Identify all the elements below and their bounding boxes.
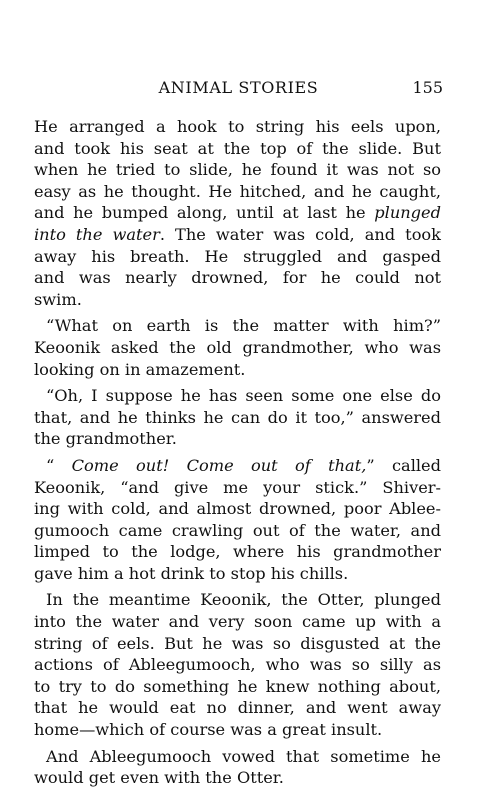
running-header [34, 78, 443, 98]
text-line: that, and he thinks he can do it too,” answered [34, 407, 441, 427]
text-line: the grandmother. [34, 429, 177, 449]
text-line: when he tried to slide, he found it was not so [34, 160, 441, 180]
text-line: home—which of course was a great insult. [34, 720, 383, 740]
body-text [34, 116, 441, 789]
italic-text: Come out! Come out of that, [71, 455, 367, 475]
text-line: ing with cold, and almost drowned, poor Ablee- [34, 499, 441, 519]
page-number: 155 [412, 78, 443, 97]
text-line: “Oh, I suppose he has seen some one else do [46, 386, 441, 406]
text-line: easy as he thought. He hitched, and he caught, [34, 181, 441, 201]
text-line: Keoonik asked the old grandmother, who was [34, 337, 441, 357]
text-line: would get even with the Otter. [34, 768, 284, 788]
paragraph [34, 746, 441, 789]
text-line: gumooch came crawling out of the water, and [34, 520, 441, 540]
text-line: and was nearly drowned, for he could not [34, 268, 441, 288]
text-line: actions of Ableegumooch, who was so silly as [34, 655, 441, 675]
text-line: into the water. The water was cold, and took [34, 224, 441, 244]
text-line: looking on in amazement. [34, 359, 246, 379]
italic-text: plunged [374, 203, 441, 223]
text-line: into the water and very soon came up with a [34, 612, 441, 632]
text-line: string of eels. But he was so disgusted at the [34, 633, 441, 653]
text-line: gave him a hot drink to stop his chills. [34, 563, 349, 583]
text-line: “ Come out! Come out of that,” called [46, 455, 442, 475]
text-line: In the meantime Keoonik, the Otter, plunged [46, 590, 441, 610]
text-line: away his breath. He struggled and gasped [34, 246, 441, 266]
text-line: And Ableegumooch vowed that sometime he [46, 746, 441, 766]
paragraph [34, 589, 441, 740]
text-line: swim. [34, 289, 82, 309]
text-line: Keoonik, “and give me your stick.” Shiver- [34, 477, 441, 497]
text-line: that he would eat no dinner, and went away [34, 698, 441, 718]
italic-text: into the water [34, 224, 160, 244]
text-line: limped to the lodge, where his grandmother [34, 542, 441, 562]
text-line: and took his seat at the top of the slide. But [34, 138, 441, 158]
text-line: “What on earth is the matter with him?” [46, 316, 441, 336]
paragraph [34, 455, 441, 585]
paragraph [34, 116, 441, 310]
paragraph [34, 315, 441, 380]
running-title: ANIMAL STORIES [158, 78, 319, 97]
text-line: He arranged a hook to string his eels upon, [34, 117, 441, 136]
text-line: and he bumped along, until at last he plunged [34, 203, 441, 223]
paragraph [34, 385, 441, 450]
text-line: to try to do something he knew nothing about, [34, 676, 441, 696]
